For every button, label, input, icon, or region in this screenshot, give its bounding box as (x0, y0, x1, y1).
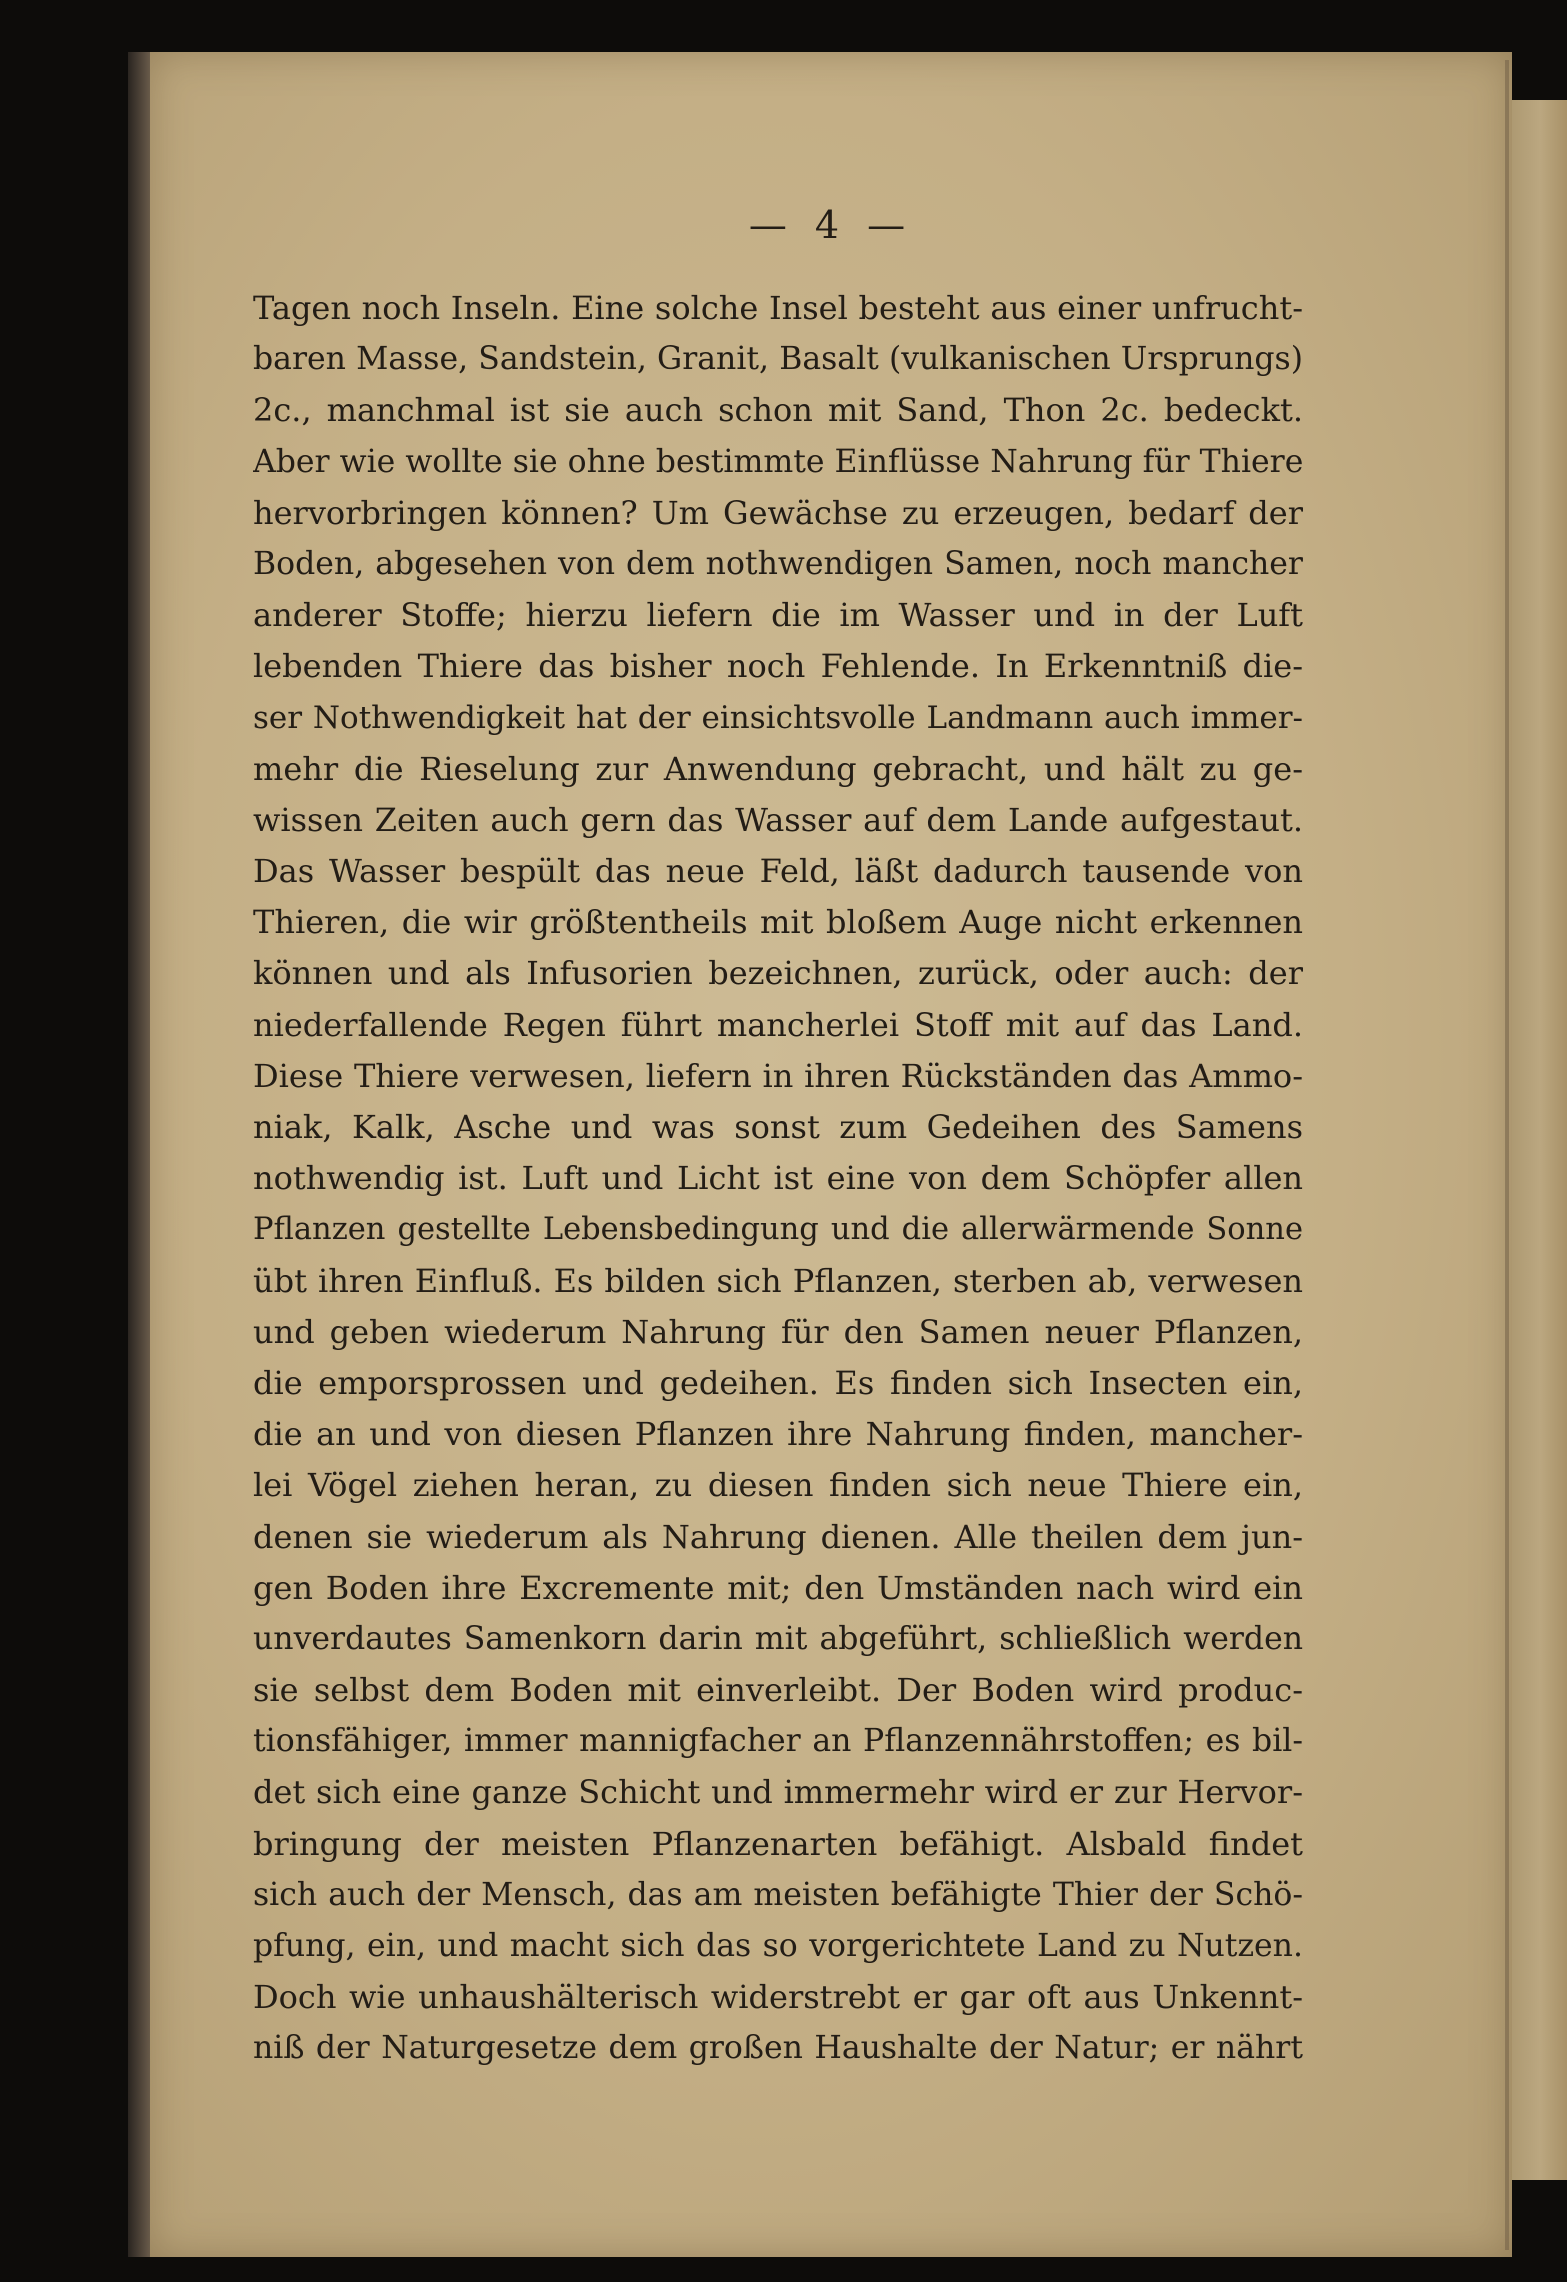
text-line: gen Boden ihre Excremente mit; den Umständen nach wird ein (253, 1568, 1303, 1607)
text-line: Thieren, die wir größtentheils mit bloßem Auge nicht erkennen (253, 903, 1303, 942)
text-line: tionsfähiger, immer mannigfacher an Pflanzennährstoffen; es bil- (253, 1723, 1303, 1760)
text-line: anderer Stoffe; hierzu liefern die im Wasser und in der Luft (253, 596, 1303, 635)
text-line: pfung, ein, und macht sich das so vorgerichtete Land zu Nutzen. (253, 1928, 1303, 1964)
body-text (253, 283, 1303, 2075)
text-line: übt ihren Einfluß. Es bilden sich Pflanzen, sterben ab, verwesen (253, 1261, 1303, 1300)
text-line: niß der Naturgesetze dem großen Haushalte der Natur; er nährt (253, 2030, 1303, 2067)
text-line: mehr die Rieselung zur Anwendung gebracht, und hält zu ge- (253, 749, 1303, 788)
text-line: det sich eine ganze Schicht und immermehr wird er zur Hervor- (253, 1773, 1303, 1812)
text-line: und geben wiederum Nahrung für den Samen neuer Pflanzen, (253, 1312, 1303, 1351)
text-line: Aber wie wollte sie ohne bestimmte Einflüsse Nahrung für Thiere (253, 443, 1303, 480)
text-line: niederfallende Regen führt mancherlei Stoff mit auf das Land. (253, 1005, 1303, 1044)
text-line: denen sie wiederum als Nahrung dienen. Alle theilen dem jun- (253, 1517, 1303, 1556)
text-line: können und als Infusorien bezeichnen, zurück, oder auch: der (253, 954, 1303, 993)
text-line: unverdautes Samenkorn darin mit abgeführt, schließlich werden (253, 1620, 1303, 1657)
text-line: nothwendig ist. Luft und Licht ist eine von dem Schöpfer allen (253, 1159, 1303, 1198)
text-line: Tagen noch Inseln. Eine solche Insel besteht aus einer unfrucht- (253, 289, 1303, 327)
text-line: Diese Thiere verwesen, liefern in ihren Rückständen das Ammo- (253, 1056, 1303, 1095)
text-line: wissen Zeiten auch gern das Wasser auf dem Lande aufgestaut. (253, 800, 1303, 839)
text-line: lebenden Thiere das bisher noch Fehlende. In Erkenntniß die- (253, 647, 1303, 686)
text-line: baren Masse, Sandstein, Granit, Basalt (vulkanischen Ursprungs) (253, 341, 1303, 378)
text-line: Das Wasser bespült das neue Feld, läßt dadurch tausende von (253, 852, 1303, 891)
page-number: — 4 — (748, 203, 914, 247)
text-line: lei Vögel ziehen heran, zu diesen finden sich neue Thiere ein, (253, 1466, 1303, 1505)
text-line: niak, Kalk, Asche und was sonst zum Gedeihen des Samens (253, 1108, 1303, 1146)
text-line: hervorbringen können? Um Gewächse zu erzeugen, bedarf der (253, 493, 1303, 532)
text-line: bringung der meisten Pflanzenarten befähigt. Alsbald findet (253, 1824, 1303, 1863)
text-line: Boden, abgesehen von dem nothwendigen Samen, noch mancher (253, 545, 1303, 582)
page-fold-shadow (1505, 60, 1509, 2250)
text-line: ser Nothwendigkeit hat der einsichtsvolle Landmann auch immer- (253, 699, 1303, 736)
text-line: sie selbst dem Boden mit einverleibt. Der Boden wird produc- (253, 1671, 1303, 1710)
text-line: Pflanzen gestellte Lebensbedingung und die allerwärmende Sonne (253, 1212, 1303, 1248)
text-line: 2c., manchmal ist sie auch schon mit Sand, Thon 2c. bedeckt. (253, 391, 1303, 430)
text-line: die an und von diesen Pflanzen ihre Nahrung finden, mancher- (253, 1415, 1303, 1454)
text-line: die emporsprossen und gedeihen. Es finden sich Insecten ein, (253, 1363, 1303, 1402)
text-line: Doch wie unhaushälterisch widerstrebt er gar oft aus Unkennt- (253, 1978, 1303, 2017)
text-line: sich auch der Mensch, das am meisten befähigte Thier der Schö- (253, 1876, 1303, 1913)
